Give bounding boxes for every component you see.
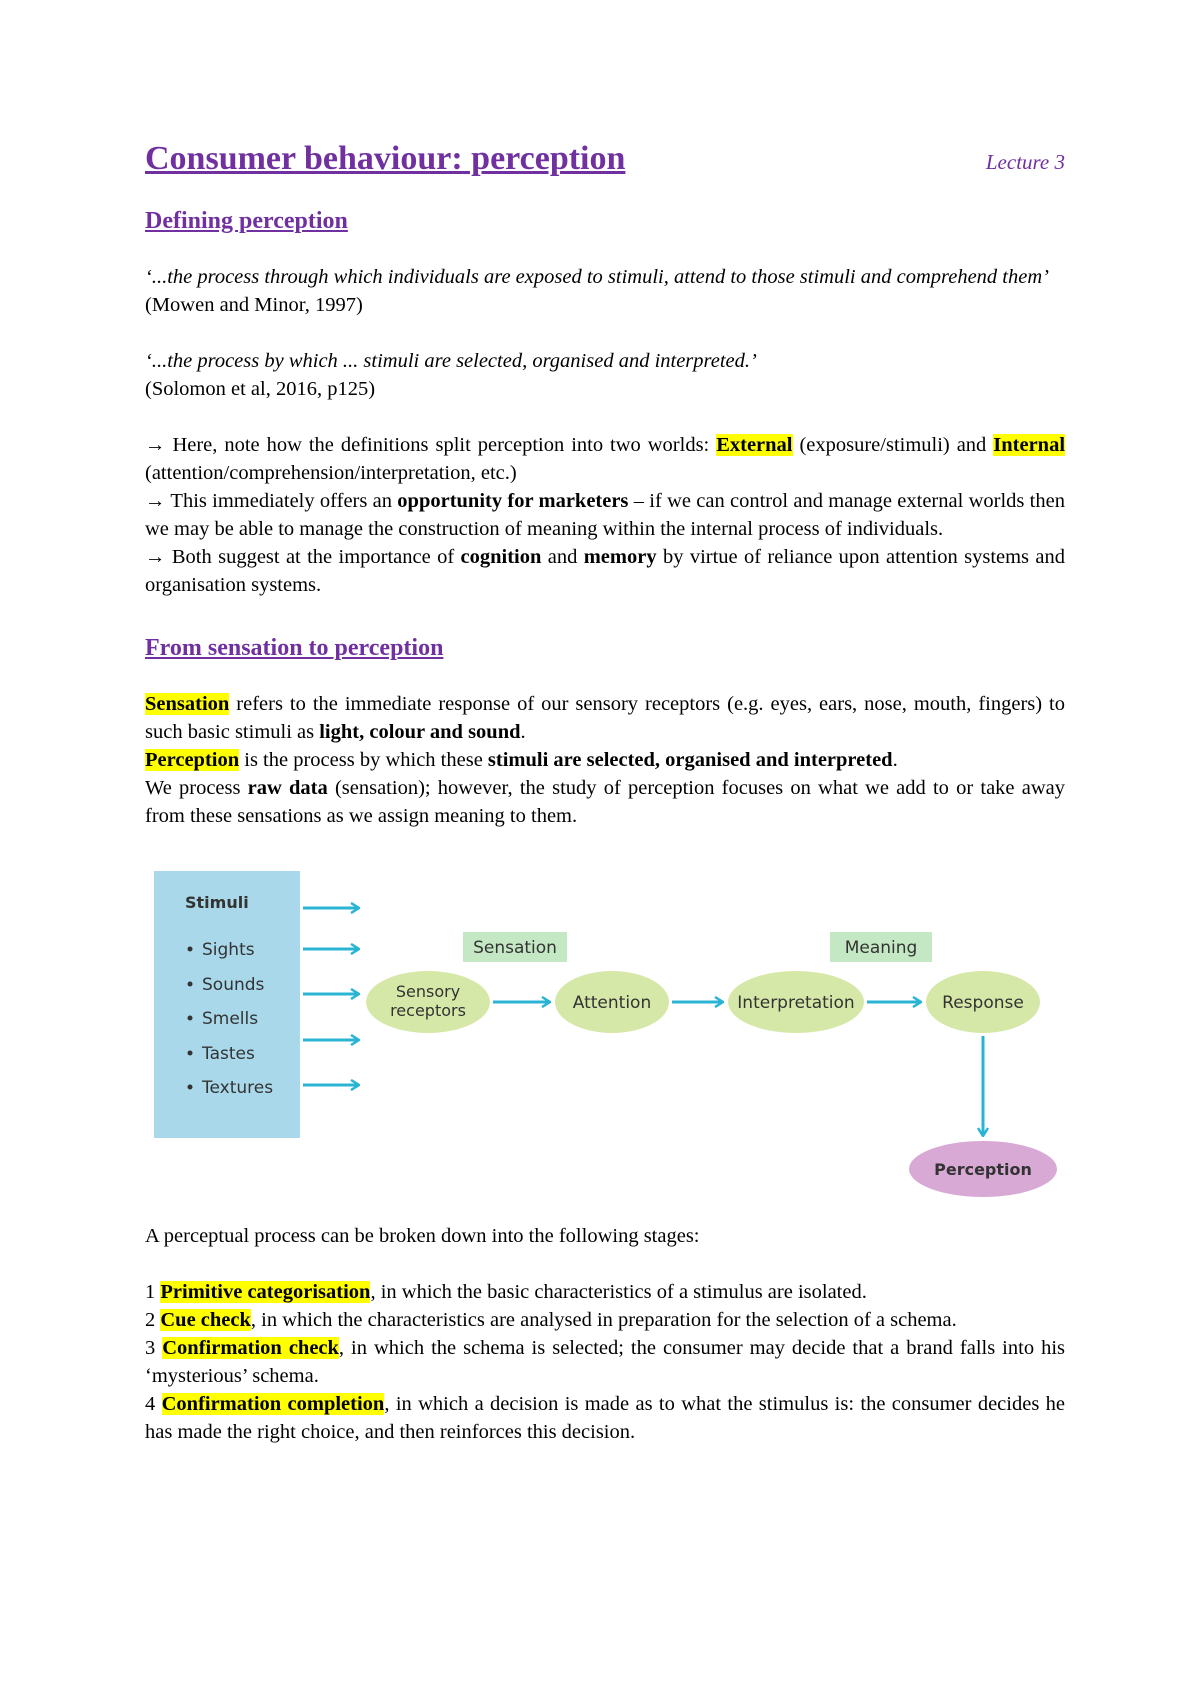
stage-name: Cue check [160,1309,251,1331]
title-row [145,140,1065,178]
arrow-icon: → [145,546,166,568]
meaning-label: Meaning [844,938,918,958]
stage-4: 4 Confirmation completion, in which a decision is made as to what the stimulus is: the consumer decides he has made the right choice, and then reinforces this decision. [145,1393,1065,1443]
stimulus-tastes: Tastes [202,1044,255,1064]
svg-text:Response: Response [942,993,1024,1013]
stage-2: 2 Cue check, in which the characteristics are analysed in preparation for the selection of a schema. [145,1309,957,1331]
stage-name: Confirmation completion [161,1393,385,1415]
document-title: Consumer behaviour: perception [145,140,626,177]
svg-text:Attention: Attention [572,993,652,1013]
stimulus-textures: Textures [202,1078,274,1098]
heading-sensation-to-perception: From sensation to perception [145,635,444,661]
highlight-external: External [716,434,793,456]
stages-intro: A perceptual process can be broken down into the following stages: [145,1225,700,1247]
stage-name: Primitive categorisation [160,1281,371,1303]
highlight-sensation: Sensation [145,693,230,715]
highlight-internal: Internal [993,434,1066,456]
stimulus-sounds: Sounds [202,975,265,995]
stimulus-sights: Sights [202,940,255,960]
stage-name: Confirmation check [162,1337,339,1359]
bullet-two-worlds: → Here, note how the definitions split perception into two worlds: External (exposure/stimuli) and Internal (attention/comprehension/interpretation, etc.) [145,434,1066,484]
stimulus-smells: Smells [202,1009,259,1029]
paragraph-sensation: Sensation refers to the immediate response of our sensory receptors (e.g. eyes, ears, nose, mouth, fingers) to such basic stimuli as light, colour and sound. Perception is the process by which these stimuli are selected, organised and interpreted. We process raw data (sensation); however, the study of perception focuses on what we add to or take away from these sensations as we assign meaning to them. [145,693,1065,827]
highlight-perception: Perception [145,749,240,771]
arrow-icon: → [145,490,166,512]
svg-text:Interpretation: Interpretation [737,993,855,1013]
document-page [145,140,1065,1446]
heading-defining-perception: Defining perception [145,208,348,234]
citation-mowen: (Mowen and Minor, 1997) [145,294,363,316]
sensation-label: Sensation [473,938,557,958]
perception-process-diagram [145,868,1065,1208]
svg-text:Perception: Perception [934,1160,1032,1179]
citation-solomon: (Solomon et al, 2016, p125) [145,378,376,400]
arrow-icon: → [145,434,166,456]
bullet-opportunity: → This immediately offers an opportunity for marketers – if we can control and manage external worlds then we may be able to manage the construction of meaning within the internal process of individuals. [145,490,1065,540]
quote-mowen: ‘...the process through which individuals are exposed to stimuli, attend to those stimuli and comprehend them’ [145,266,1049,288]
bullet-cognition: → Both suggest at the importance of cognition and memory by virtue of reliance upon attention systems and organisation systems. [145,546,1065,596]
svg-text:Sensory: Sensory [395,982,461,1001]
lecture-label: Lecture 3 [985,150,1065,174]
quote-solomon: ‘...the process by which ... stimuli are selected, organised and interpreted.’ [145,350,757,372]
stage-1: 1 Primitive categorisation, in which the basic characteristics of a stimulus are isolated. [145,1281,867,1303]
stage-3: 3 Confirmation check, in which the schema is selected; the consumer may decide that a brand falls into his ‘mysterious’ schema. [145,1337,1065,1387]
stimuli-title: Stimuli [185,893,249,912]
svg-text:receptors: receptors [390,1001,466,1020]
